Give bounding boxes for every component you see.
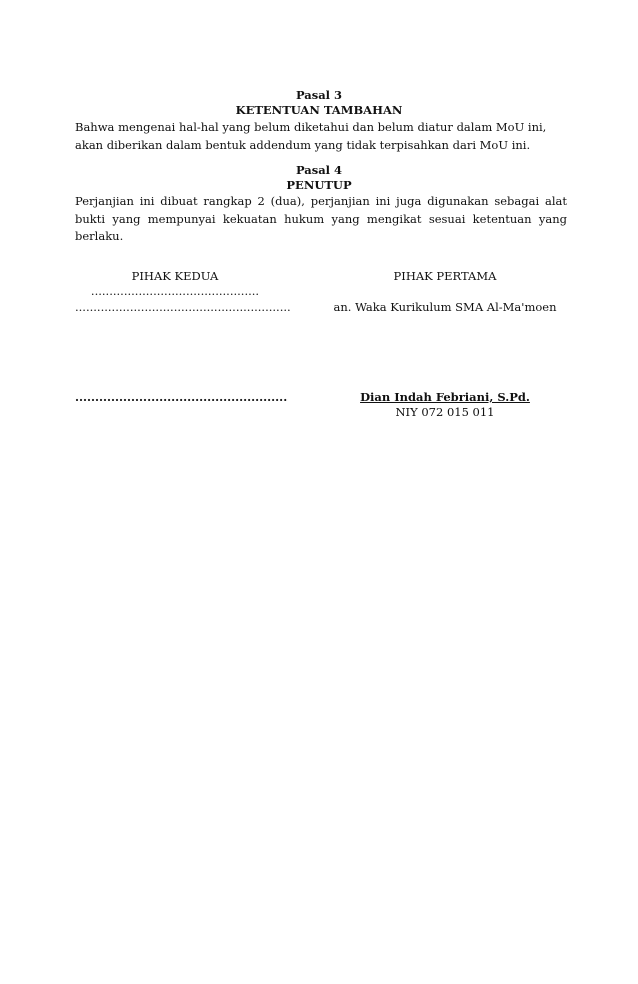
pasal-3-body: Bahwa mengenai hal-hal yang belum diketahui dan belum diatur dalam MoU ini, akan diberikan dalam bentuk addendum yang tidak terpisahkan dari MoU ini. xyxy=(75,120,547,152)
pihak-kedua-label: PIHAK KEDUA xyxy=(131,269,219,283)
pihak-kedua-dotted-line-2: ........................................................... xyxy=(75,300,291,314)
pihak-kedua-dotted-line-1: .............................................. xyxy=(90,284,260,298)
pihak-pertama-on-behalf: an. Waka Kurikulum SMA Al-Ma'moen xyxy=(333,300,557,314)
pasal-4-number: Pasal 4 xyxy=(295,163,343,177)
pihak-kedua-name-line: ..................................................... xyxy=(75,390,288,404)
pasal-3-number: Pasal 3 xyxy=(295,88,343,102)
pihak-pertama-label: PIHAK PERTAMA xyxy=(393,269,497,283)
pihak-pertama-name: Dian Indah Febriani, S.Pd. xyxy=(360,390,530,404)
pasal-4-body: Perjanjian ini dibuat rangkap 2 (dua), perjanjian ini juga digunakan sebagai alat bukti yang mempunyai kekuatan hukum yang mengikat sesuai ketentuan yang berlaku. xyxy=(75,194,567,243)
pihak-pertama-niy: NIY 072 015 011 xyxy=(395,405,495,419)
pasal-4-title: PENUTUP xyxy=(286,178,352,192)
pasal-3-title: KETENTUAN TAMBAHAN xyxy=(235,103,403,117)
